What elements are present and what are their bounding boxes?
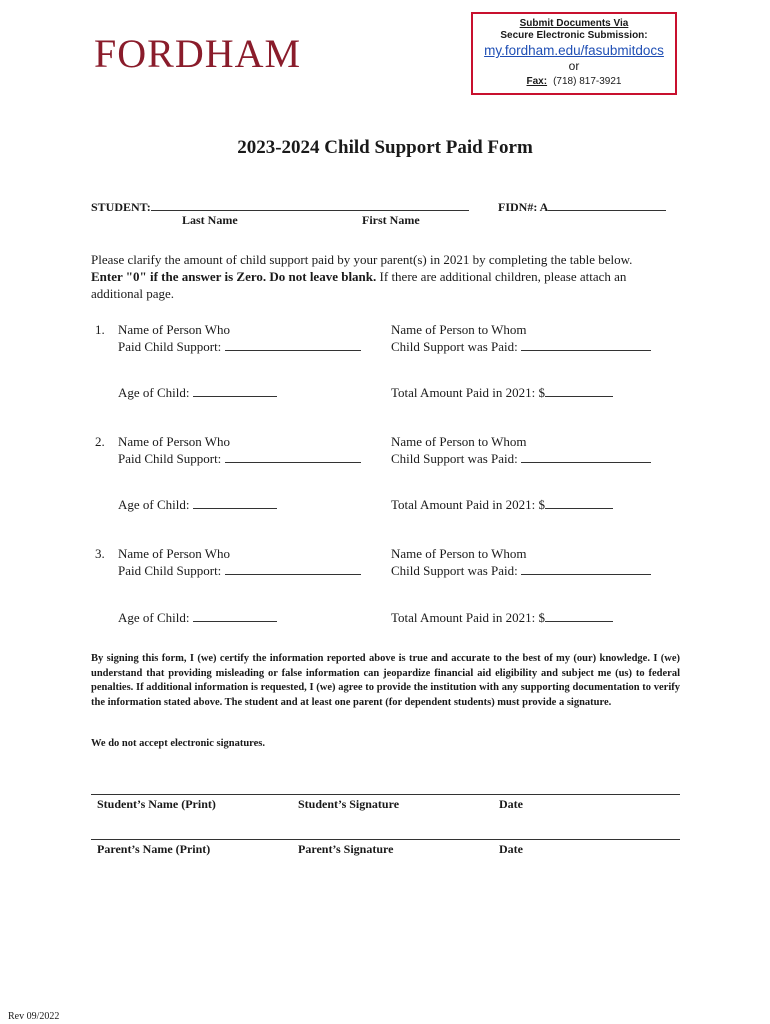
payee-label-line1: Name of Person to Whom [391,546,527,561]
student-date-label: Date [499,797,523,811]
payer-label-line2: Paid Child Support: [118,451,222,466]
entry-number: 1. [95,322,105,337]
payee-label-line2: Child Support was Paid: [391,563,518,578]
instructions-text-1: Please clarify the amount of child support paid by your parent(s) in 2021 by completing the table below. [91,252,633,267]
instructions-text-2: If there are additional children, please attach an additional page. [91,269,627,301]
or-text: or [568,59,580,73]
secure-submission-label: Secure Electronic Submission: [500,30,648,41]
payer-blank[interactable] [225,338,361,351]
payer-label-line2: Paid Child Support: [118,563,222,578]
instructions [91,251,651,302]
total-field[interactable] [391,384,613,401]
certification-statement: By signing this form, I (we) certify the information reported above is true and accurate to the best of my (our) knowledge. I (we) understand that providing misleading or false information can jeopardize financial aid eligibility and subject me (us) to federal penalties. If additional information is requested, I (we) agree to provide the institution with any supporting documentation to verify the information stated above. The student and at least one parent (for dependent students) must provide a signature. [91,653,680,708]
fordham-logo: FORDHAM [94,31,302,76]
first-name-label: First Name [362,213,420,227]
payer-label-line1: Name of Person Who [118,546,231,561]
payee-label-line2: Child Support was Paid: [391,339,518,354]
submission-link[interactable]: my.fordham.edu/fasubmitdocs [484,43,664,58]
parent-date-label: Date [499,842,523,856]
parent-signature-label: Parent’s Signature [298,842,394,856]
payer-field[interactable] [118,434,361,467]
total-label: Total Amount Paid in 2021: $ [391,497,546,512]
payee-blank[interactable] [521,450,651,463]
payer-blank[interactable] [225,562,361,575]
payee-label-line1: Name of Person to Whom [391,322,527,337]
payer-label-line1: Name of Person Who [118,434,231,449]
payee-field[interactable] [391,546,651,579]
fidn-label: FIDN#: A [498,200,549,214]
age-blank[interactable] [193,609,277,622]
age-label: Age of Child: [118,610,190,625]
student-signature-line[interactable] [91,794,680,795]
revision-label: Rev 09/2022 [8,1011,60,1022]
student-signature-label: Student’s Signature [298,797,400,811]
instructions-bold: Enter "0" if the answer is Zero. Do not leave blank. [91,269,377,284]
no-electronic-signatures-note: We do not accept electronic signatures. [91,738,266,749]
student-name-label: Student’s Name (Print) [97,797,216,811]
fax-line [473,76,675,87]
submit-via-heading: Submit Documents Via [519,18,629,29]
total-label: Total Amount Paid in 2021: $ [391,610,546,625]
age-label: Age of Child: [118,385,190,400]
payee-label-line1: Name of Person to Whom [391,434,527,449]
submit-documents-box [471,12,677,95]
payer-field[interactable] [118,322,361,355]
fidn-blank[interactable] [548,198,666,211]
total-label: Total Amount Paid in 2021: $ [391,385,546,400]
age-field[interactable] [118,609,277,626]
entry-number: 2. [95,434,105,449]
payee-blank[interactable] [521,338,651,351]
parent-signature-line[interactable] [91,839,680,840]
parent-name-label: Parent’s Name (Print) [97,842,211,856]
fidn-field[interactable] [498,198,666,215]
student-label: STUDENT: [91,200,151,214]
total-blank[interactable] [545,384,613,397]
total-field[interactable] [391,609,613,626]
payee-field[interactable] [391,434,651,467]
payee-field[interactable] [391,322,651,355]
student-name-blank[interactable] [151,198,469,211]
fax-label: Fax: [526,76,548,87]
page-title: 2023-2024 Child Support Paid Form [237,137,533,158]
payer-label-line1: Name of Person Who [118,322,231,337]
payer-label-line2: Paid Child Support: [118,339,222,354]
fax-number: (718) 817-3921 [553,76,622,87]
payee-blank[interactable] [521,562,651,575]
age-label: Age of Child: [118,497,190,512]
total-blank[interactable] [545,496,613,509]
total-blank[interactable] [545,609,613,622]
last-name-label: Last Name [182,213,238,227]
entry-number: 3. [95,546,105,561]
age-field[interactable] [118,384,277,401]
age-blank[interactable] [193,496,277,509]
age-field[interactable] [118,496,277,513]
payer-blank[interactable] [225,450,361,463]
payer-field[interactable] [118,546,361,579]
age-blank[interactable] [193,384,277,397]
total-field[interactable] [391,496,613,513]
payee-label-line2: Child Support was Paid: [391,451,518,466]
